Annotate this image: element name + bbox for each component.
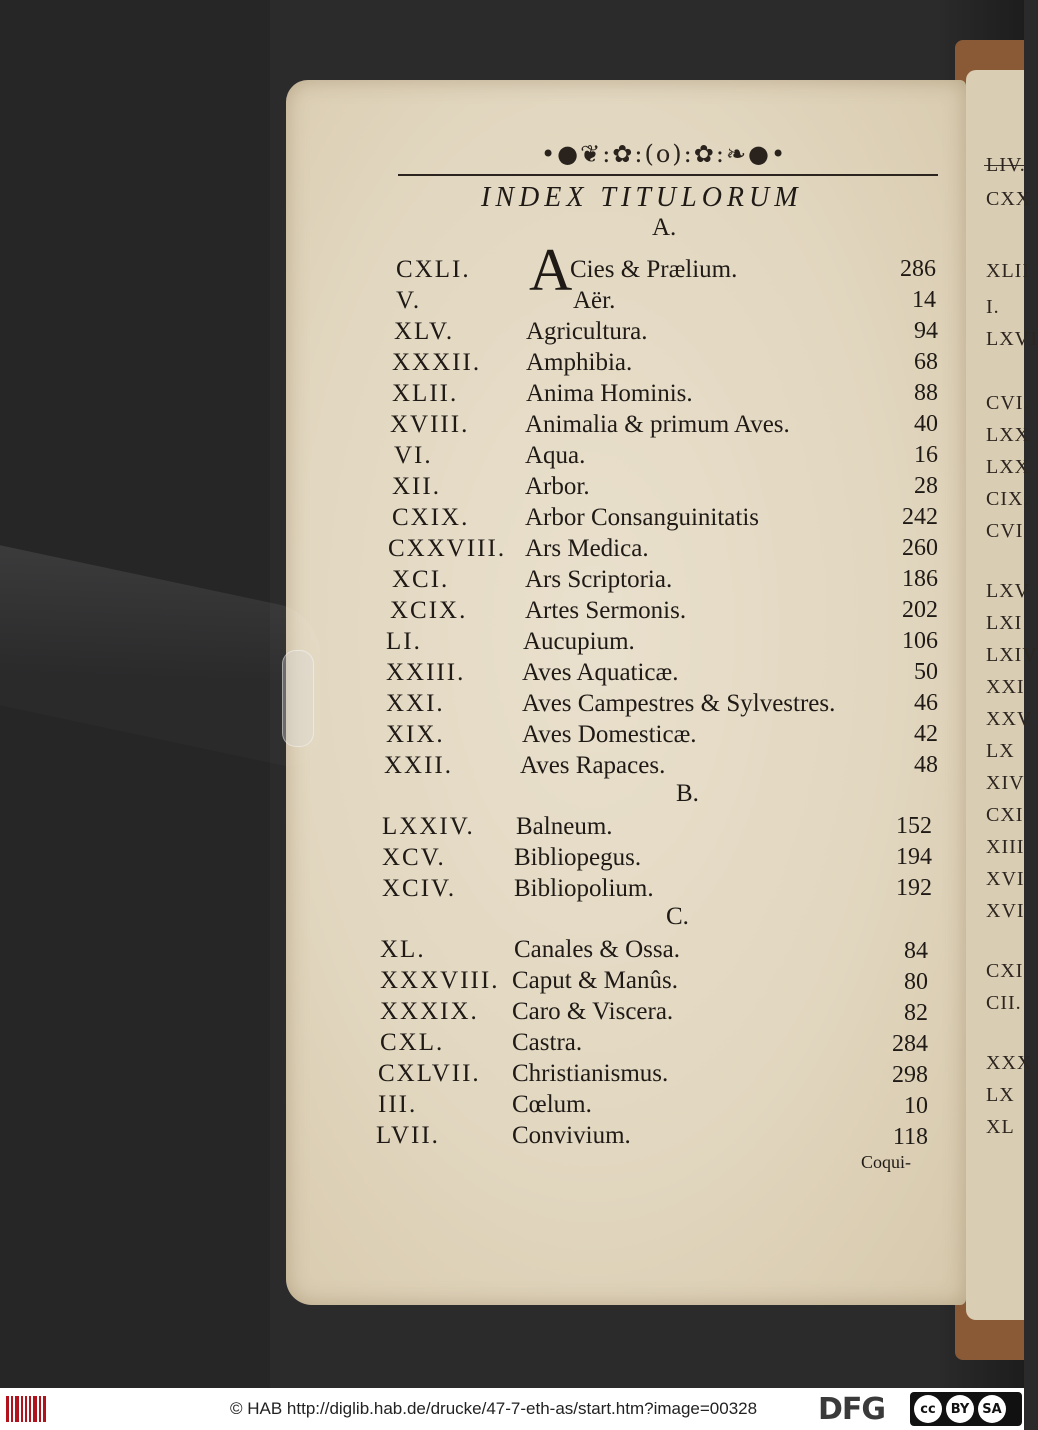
entry-page: 40 — [914, 411, 938, 437]
entry-roman: XII. — [392, 473, 441, 500]
section-heading-a: A. — [652, 214, 677, 241]
facing-line: XXX — [986, 1052, 1033, 1074]
page-title: INDEX TITULORUM — [481, 182, 803, 213]
facing-line: LXVI — [986, 328, 1038, 350]
entry-label: Aucupium. — [523, 628, 635, 655]
facing-line: CXX — [986, 188, 1032, 210]
entry-label: Canales & Ossa. — [514, 936, 680, 963]
entry-label: Agricultura. — [526, 318, 648, 345]
facing-line: LXIV — [986, 644, 1038, 666]
entry-label: Arbor Consanguinitatis — [525, 504, 760, 531]
entry-label: Caro & Viscera. — [512, 998, 674, 1025]
entry-page: 186 — [902, 566, 938, 592]
entry-roman: XVIII. — [390, 411, 470, 438]
creative-commons-badge[interactable] — [910, 1392, 1022, 1426]
header-rule — [398, 174, 938, 176]
section-heading-b: B. — [676, 780, 699, 807]
entry-roman: III. — [378, 1091, 418, 1118]
entry-roman: XIX. — [386, 721, 445, 748]
by-icon: BY — [946, 1395, 974, 1423]
entry-label: Balneum. — [516, 813, 613, 840]
entry-page: 298 — [892, 1062, 928, 1088]
entry-roman: XXXVIII. — [380, 967, 500, 994]
facing-line: CIX. — [986, 488, 1030, 510]
entry-roman: XLV. — [394, 318, 455, 345]
facing-line: LX — [986, 1084, 1015, 1106]
entry-page: 46 — [914, 690, 938, 716]
glass-holder-tip — [282, 650, 314, 747]
barcode-logo — [6, 1396, 46, 1422]
facing-line: XLII — [986, 260, 1030, 282]
facing-line: XXI — [986, 676, 1025, 698]
entry-roman: CXLVII. — [378, 1060, 481, 1087]
entry-roman: CXL. — [380, 1029, 445, 1056]
entry-label: Castra. — [512, 1029, 583, 1056]
entry-page: 286 — [900, 256, 936, 282]
facing-line: CXI — [986, 804, 1024, 826]
entry-page: 82 — [904, 1000, 928, 1026]
entry-label: Animalia & primum Aves. — [525, 411, 790, 438]
entry-label: Convivium. — [512, 1122, 631, 1149]
entry-page: 94 — [914, 318, 938, 344]
entry-roman: XXXIX. — [380, 998, 479, 1025]
entry-roman: XCI. — [392, 566, 450, 593]
entry-label: Bibliopegus. — [514, 844, 642, 871]
entry-roman: LVII. — [376, 1122, 440, 1149]
entry-label: Amphibia. — [526, 349, 633, 376]
sa-icon: SA — [978, 1395, 1006, 1423]
entry-roman: XXIII. — [386, 659, 466, 686]
facing-line: LXX — [986, 424, 1031, 446]
entry-page: 48 — [914, 752, 938, 778]
entry-roman: CXLI. — [396, 256, 471, 283]
entry-label: Artes Sermonis. — [525, 597, 687, 624]
entry-roman: XCV. — [382, 844, 446, 871]
entry-page: 194 — [896, 844, 932, 870]
entry-roman: XCIX. — [390, 597, 468, 624]
entry-page: 68 — [914, 349, 938, 375]
entry-label: Bibliopolium. — [514, 875, 654, 902]
facing-line: LX — [986, 740, 1015, 762]
entry-page: 152 — [896, 813, 932, 839]
facing-line: LXV — [986, 580, 1031, 602]
entry-page: 14 — [912, 287, 936, 313]
entry-label: Arbor. — [525, 473, 590, 500]
entry-page: 106 — [902, 628, 938, 654]
facing-line: LXI — [986, 612, 1023, 634]
facing-line: I. — [986, 296, 1000, 318]
book-page — [286, 80, 966, 1305]
entry-page: 284 — [892, 1031, 928, 1057]
facing-line: XVI — [986, 900, 1025, 922]
facing-line: CVI. — [986, 392, 1030, 414]
entry-label: Aves Rapaces. — [520, 752, 666, 779]
catchword: Coqui- — [861, 1152, 912, 1172]
facing-line: XIV — [986, 772, 1025, 794]
entry-page: 28 — [914, 473, 938, 499]
facing-line: XXV — [986, 708, 1033, 730]
entry-page: 16 — [914, 442, 938, 468]
facing-line: XVI — [986, 868, 1025, 890]
entry-roman: XLII. — [392, 380, 459, 407]
entry-roman: XXII. — [384, 752, 454, 779]
entry-roman: LXXIV. — [382, 813, 475, 840]
entry-page: 84 — [904, 938, 928, 964]
entry-page: 202 — [902, 597, 938, 623]
entry-roman: XXXII. — [392, 349, 482, 376]
facing-line: CXI — [986, 960, 1024, 982]
entry-label: Aves Aquaticæ. — [522, 659, 679, 686]
dfg-logo: DFG — [818, 1392, 886, 1427]
facing-line: LXX — [986, 456, 1031, 478]
header-ornament: •●❦:✿:(o):✿:❧●• — [541, 140, 788, 168]
entry-page: 118 — [892, 1124, 928, 1150]
facing-page-fragment — [966, 70, 1038, 1320]
entry-page: 88 — [914, 380, 938, 406]
entry-label: Ars Medica. — [525, 535, 649, 562]
entry-roman: XL. — [380, 936, 426, 963]
entry-label: Christianismus. — [512, 1060, 669, 1087]
entry-page: 242 — [902, 504, 938, 530]
entry-label: Cies & Prælium. — [570, 256, 738, 283]
facing-line: XL — [986, 1116, 1015, 1138]
entry-label: Ars Scriptoria. — [525, 566, 673, 593]
entry-roman: XCIV. — [382, 875, 457, 902]
facing-line: CVI — [986, 520, 1024, 542]
entry-page: 42 — [914, 721, 938, 747]
viewer-footer — [0, 1388, 1024, 1430]
entry-roman: LI. — [386, 628, 422, 655]
facing-line: LIV. — [986, 154, 1026, 176]
entry-page: 260 — [902, 535, 938, 561]
facing-line: CII. — [986, 992, 1022, 1014]
entry-page: 192 — [896, 875, 932, 901]
entry-label: Aves Domesticæ. — [522, 721, 697, 748]
entry-label: Aqua. — [525, 442, 586, 469]
facing-line: XIII — [986, 836, 1025, 858]
entry-label: Anima Hominis. — [526, 380, 693, 407]
entry-roman: CXIX. — [392, 504, 470, 531]
entry-page: 10 — [904, 1093, 928, 1119]
entry-roman: CXXVIII. — [388, 535, 507, 562]
entry-page: 50 — [914, 659, 938, 685]
entry-label: Cœlum. — [512, 1091, 592, 1118]
entry-label: Aves Campestres & Sylvestres. — [522, 690, 836, 717]
entry-label: Aër. — [573, 287, 616, 314]
entry-roman: VI. — [394, 442, 433, 469]
copyright-link[interactable]: © HAB http://diglib.hab.de/drucke/47-7-eth-as/start.htm?image=00328 — [230, 1399, 758, 1418]
entry-label: Caput & Manûs. — [512, 967, 678, 994]
section-heading-c: C. — [666, 903, 689, 930]
cc-icon: cc — [914, 1395, 942, 1423]
entry-roman: XXI. — [386, 690, 445, 717]
entry-roman: V. — [396, 287, 422, 314]
entry-page: 80 — [904, 969, 928, 995]
drop-capital: A — [529, 237, 573, 303]
